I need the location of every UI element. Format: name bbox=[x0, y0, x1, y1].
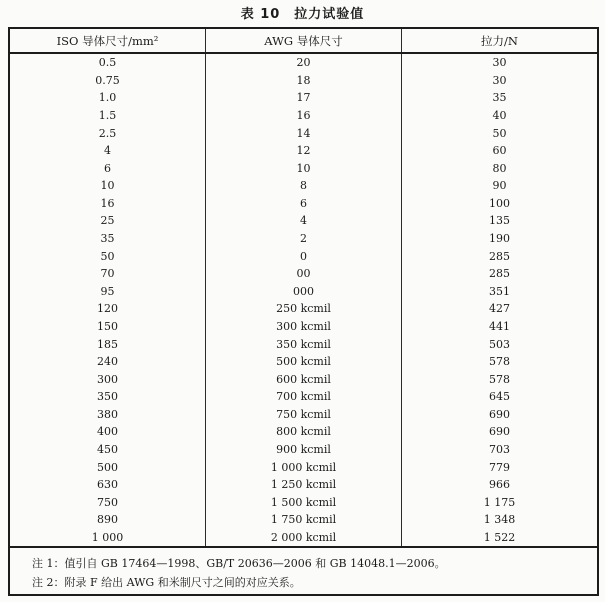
table-row bbox=[10, 529, 597, 547]
table-cell: 18 bbox=[206, 72, 402, 90]
table-cell: 17 bbox=[206, 89, 402, 107]
table-cell: 14 bbox=[206, 124, 402, 142]
table-cell: 000 bbox=[206, 283, 402, 301]
table-cell: 190 bbox=[489, 232, 510, 246]
table-cell: 1 500 kcmil bbox=[206, 493, 402, 511]
table-cell: 645 bbox=[489, 390, 510, 404]
table-cell: 578 bbox=[489, 372, 510, 386]
table-cell: 95 bbox=[10, 283, 206, 301]
table-row bbox=[10, 124, 597, 142]
table-row bbox=[10, 493, 597, 511]
table-row bbox=[10, 511, 597, 529]
table-row bbox=[10, 458, 597, 476]
table-cell: 10 bbox=[10, 177, 206, 195]
table-cell: 800 kcmil bbox=[206, 423, 402, 441]
table-cell: 750 bbox=[10, 493, 206, 511]
table-cell: 240 bbox=[10, 353, 206, 371]
table-cell: 300 kcmil bbox=[206, 318, 402, 336]
table-row bbox=[10, 335, 597, 353]
table-row bbox=[10, 230, 597, 248]
table-cell: 0 bbox=[206, 247, 402, 265]
table-row bbox=[10, 54, 597, 72]
table-cell: 350 kcmil bbox=[206, 335, 402, 353]
table-cell: 1 000 kcmil bbox=[206, 458, 402, 476]
table-header-row bbox=[10, 29, 597, 54]
table-cell: 500 kcmil bbox=[206, 353, 402, 371]
table-cell: 900 kcmil bbox=[206, 441, 402, 459]
table-cell: 6 bbox=[206, 195, 402, 213]
table-cell: 1.5 bbox=[10, 107, 206, 125]
table-notes bbox=[10, 546, 597, 594]
table-cell: 1 250 kcmil bbox=[206, 476, 402, 494]
column-header-awg-conductor-size: AWG 导体尺寸 bbox=[206, 29, 402, 52]
table-cell: 16 bbox=[10, 195, 206, 213]
table-row bbox=[10, 265, 597, 283]
table-cell: 100 bbox=[489, 196, 510, 210]
table-row bbox=[10, 370, 597, 388]
table-row bbox=[10, 159, 597, 177]
table-cell: 1 750 kcmil bbox=[206, 511, 402, 529]
table-cell: 2 000 kcmil bbox=[206, 529, 402, 547]
table-cell: 300 bbox=[10, 370, 206, 388]
table-row bbox=[10, 283, 597, 301]
table-row bbox=[10, 212, 597, 230]
table-cell: 427 bbox=[489, 302, 510, 316]
column-header-tension: 拉力/N bbox=[481, 33, 518, 48]
table-cell: 30 bbox=[492, 73, 507, 87]
table-cell: 578 bbox=[489, 355, 510, 369]
table-cell: 4 bbox=[206, 212, 402, 230]
table-body bbox=[10, 54, 597, 546]
table-cell: 890 bbox=[10, 511, 206, 529]
table-cell: 2 bbox=[206, 230, 402, 248]
table-row bbox=[10, 107, 597, 125]
table-cell: 380 bbox=[10, 406, 206, 424]
table-cell: 50 bbox=[492, 126, 507, 140]
table-cell: 1 522 bbox=[483, 530, 516, 544]
table-row bbox=[10, 353, 597, 371]
table-row bbox=[10, 423, 597, 441]
table-cell: 503 bbox=[489, 337, 510, 351]
table-note-2: 注 2：附录 F 给出 AWG 和米制尺寸之间的对应关系。 bbox=[32, 576, 301, 589]
table-cell: 20 bbox=[206, 54, 402, 72]
table-cell: 779 bbox=[489, 460, 510, 474]
table-row bbox=[10, 476, 597, 494]
table-cell: 285 bbox=[489, 267, 510, 281]
table-cell: 0.5 bbox=[10, 54, 206, 72]
table-row bbox=[10, 72, 597, 90]
table-cell: 700 kcmil bbox=[206, 388, 402, 406]
table-cell: 703 bbox=[489, 443, 510, 456]
table-cell: 4 bbox=[10, 142, 206, 160]
table-row bbox=[10, 89, 597, 107]
table-cell: 966 bbox=[489, 478, 510, 492]
table-cell: 630 bbox=[10, 476, 206, 494]
table-cell: 441 bbox=[489, 319, 510, 333]
table-cell: 350 bbox=[10, 388, 206, 406]
table-cell: 2.5 bbox=[10, 124, 206, 142]
table-cell: 90 bbox=[492, 179, 507, 193]
table-cell: 70 bbox=[10, 265, 206, 283]
table-cell: 1.0 bbox=[10, 89, 206, 107]
table-cell: 25 bbox=[10, 212, 206, 230]
table-cell: 135 bbox=[489, 214, 510, 228]
table-cell: 1 175 bbox=[483, 495, 516, 509]
table-cell: 285 bbox=[489, 249, 510, 263]
column-header-iso-conductor-size: ISO 导体尺寸/mm² bbox=[10, 29, 206, 52]
table-note-1: 注 1：值引自 GB 17464—1998、GB/T 20636—2006 和 GB 14048.1—2006。 bbox=[32, 557, 446, 570]
table-cell: 250 kcmil bbox=[206, 300, 402, 318]
table-cell: 16 bbox=[206, 107, 402, 125]
tension-test-table bbox=[8, 27, 599, 596]
table-title: 表 10 拉力试验值 bbox=[240, 7, 365, 22]
table-cell: 1 348 bbox=[483, 513, 516, 527]
table-cell: 12 bbox=[206, 142, 402, 160]
table-cell: 35 bbox=[10, 230, 206, 248]
table-cell: 1 000 bbox=[10, 529, 206, 547]
table-row bbox=[10, 177, 597, 195]
table-cell: 60 bbox=[492, 144, 507, 158]
table-cell: 690 bbox=[489, 425, 510, 439]
table-cell: 8 bbox=[206, 177, 402, 195]
table-cell: 35 bbox=[492, 91, 507, 105]
table-row bbox=[10, 142, 597, 160]
table-cell: 450 bbox=[10, 441, 206, 459]
table-cell: 150 bbox=[10, 318, 206, 336]
table-cell: 0.75 bbox=[10, 72, 206, 90]
table-cell: 10 bbox=[206, 159, 402, 177]
table-cell: 185 bbox=[10, 335, 206, 353]
table-row bbox=[10, 195, 597, 213]
table-row bbox=[10, 441, 597, 459]
table-row bbox=[10, 247, 597, 265]
table-cell: 40 bbox=[492, 109, 507, 123]
table-cell: 6 bbox=[10, 159, 206, 177]
table-row bbox=[10, 318, 597, 336]
table-cell: 750 kcmil bbox=[206, 406, 402, 424]
table-cell: 690 bbox=[489, 407, 510, 421]
table-cell: 351 bbox=[489, 284, 510, 298]
table-row bbox=[10, 300, 597, 318]
table-cell: 50 bbox=[10, 247, 206, 265]
table-cell: 500 bbox=[10, 458, 206, 476]
table-cell: 80 bbox=[492, 161, 507, 175]
table-cell: 00 bbox=[206, 265, 402, 283]
table-row bbox=[10, 388, 597, 406]
table-cell: 120 bbox=[10, 300, 206, 318]
table-cell: 400 bbox=[10, 423, 206, 441]
table-row bbox=[10, 406, 597, 424]
table-cell: 30 bbox=[492, 56, 507, 70]
table-cell: 600 kcmil bbox=[206, 370, 402, 388]
